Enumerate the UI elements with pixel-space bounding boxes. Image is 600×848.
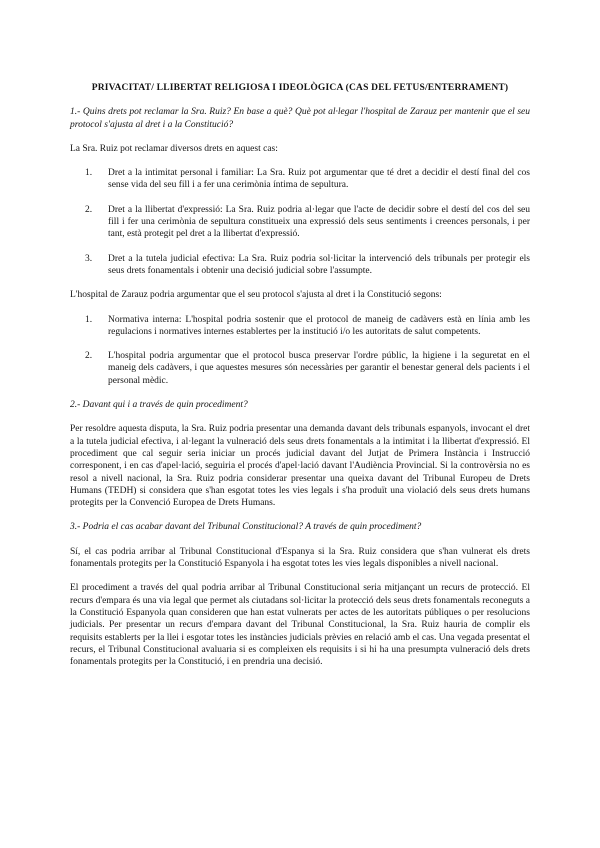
hospital-points-list [70,314,530,387]
claims-list-item [70,167,530,192]
answer-3-paragraph-1: Sí, el cas podria arribar al Tribunal Constitucional d'Espanya si la Sra. Ruiz considera que s'han vulnerat els drets fonamentals protegits per la Constitució Espanyola i ha esgotat totes les vies legals disponibles a nivell nacional. [70,546,530,570]
list-item-number: 3. [85,253,93,264]
claims-list-item [70,253,530,278]
hospital-list-item [70,350,530,387]
list-item-number: 2. [85,351,93,362]
question-2-heading: 2.- Davant qui i a través de quin procediment? [70,400,248,411]
list-item-number: 2. [85,204,93,215]
claims-intro-paragraph: La Sra. Ruiz pot reclamar diversos drets en aquest cas: [70,143,278,154]
list-item-number: 1. [85,314,93,325]
answer-3-paragraph-2: El procediment a través del qual podria arribar al Tribunal Constitucional seria mitjançant un recurs de protecció. El recurs d'empara és una via legal que permet als ciutadans sol·licitar la protecció dels seus drets fonamentals reconeguts a la Constitució Espanyola quan consideren que han estat vulnerats per actes de les autoritats públiques o per resolucions judicials. Per presentar un recurs d'empara davant del Tribunal Constitucional, la Sra. Ruiz hauria de complir els requisits establerts per la llei i esgotar totes les instàncies judicials prèvies en relació amb el cas. Una vegada presentat el recurs, el Tribunal Constitucional avaluaria si es compleixen els requisits i si hi ha una presumpta vulneració dels drets fonamentals protegits per la Constitució, i en prendria una decisió. [70,583,530,668]
hospital-list-item [70,314,530,339]
list-item-text: Dret a la tutela judicial efectiva: La Sra. Ruiz podria sol·licitar la intervenció dels tribunals per protegir els seus drets fonamentals i obtenir una decisió judicial sobre l'assumpte. [108,253,530,276]
question-1-heading: 1.- Quins drets pot reclamar la Sra. Ruiz? En base a què? Què pot al·legar l'hospital de Zarauz per mantenir que el seu protocol s'ajusta al dret i a la Constitució? [70,107,530,130]
list-item-text: Dret a la llibertat d'expressió: La Sra. Ruiz podria al·legar que l'acte de decidir sobre el destí del cos del seu fill i fer una cerimònia de sepultura constitueix una expressió dels seus sentiments i creences personals, i per tant, està protegit pel dret a la llibertat d'expressió. [108,204,530,240]
answer-2-paragraph: Per resoldre aquesta disputa, la Sra. Ruiz podria presentar una demanda davant dels tribunals espanyols, invocant el dret a la tutela judicial efectiva, i al·legant la vulneració dels seus drets fonamentals a la intimitat i la llibertat d'expressió. El procediment que cal seguir seria iniciar un procés judicial davant del Jutjat de Primera Instància i Instrucció corresponent, i en cas d'apel·lació, seguiria el procés d'apel·lació davant l'Audiència Provincial. Si la controvèrsia no es resol a nivell nacional, la Sra. Ruiz podria considerar presentar una queixa davant del Tribunal Europeu de Drets Humans (TEDH) si considera que s'han esgotat totes les vies legals i s'ha produït una violació dels seus drets humans protegits per la Convenció Europea de Drets Humans. [70,424,530,509]
claims-list [70,167,530,277]
hospital-intro-paragraph: L'hospital de Zarauz podria argumentar que el seu protocol s'ajusta al dret i la Constitució segons: [70,290,442,301]
document-title: PRIVACITAT/ LLIBERTAT RELIGIOSA I IDEOLÒGICA (CAS DEL FETUS/ENTERRAMENT) [91,83,509,93]
list-item-number: 1. [85,168,93,179]
claims-list-item [70,204,530,241]
list-item-text: Dret a la intimitat personal i familiar: La Sra. Ruiz pot argumentar que té dret a decidir el destí final del cos sense vida del seu fill i a fer una cerimònia íntima de sepultura. [108,168,530,191]
question-3-heading: 3.- Podria el cas acabar davant del Tribunal Constitucional? A través de quin procediment? [70,522,422,533]
list-item-text: Normativa interna: L'hospital podria sostenir que el protocol de maneig de cadàvers està en línia amb les regulacions i normatives internes establertes per la institució i/o les autoritats de salut competents. [108,314,530,337]
list-item-text: L'hospital podria argumentar que el protocol busca preservar l'ordre públic, la higiene i la seguretat en el maneig dels cadàvers, i que aquestes mesures són necessàries per garantir el benestar general dels pacients i el personal mèdic. [108,351,530,386]
